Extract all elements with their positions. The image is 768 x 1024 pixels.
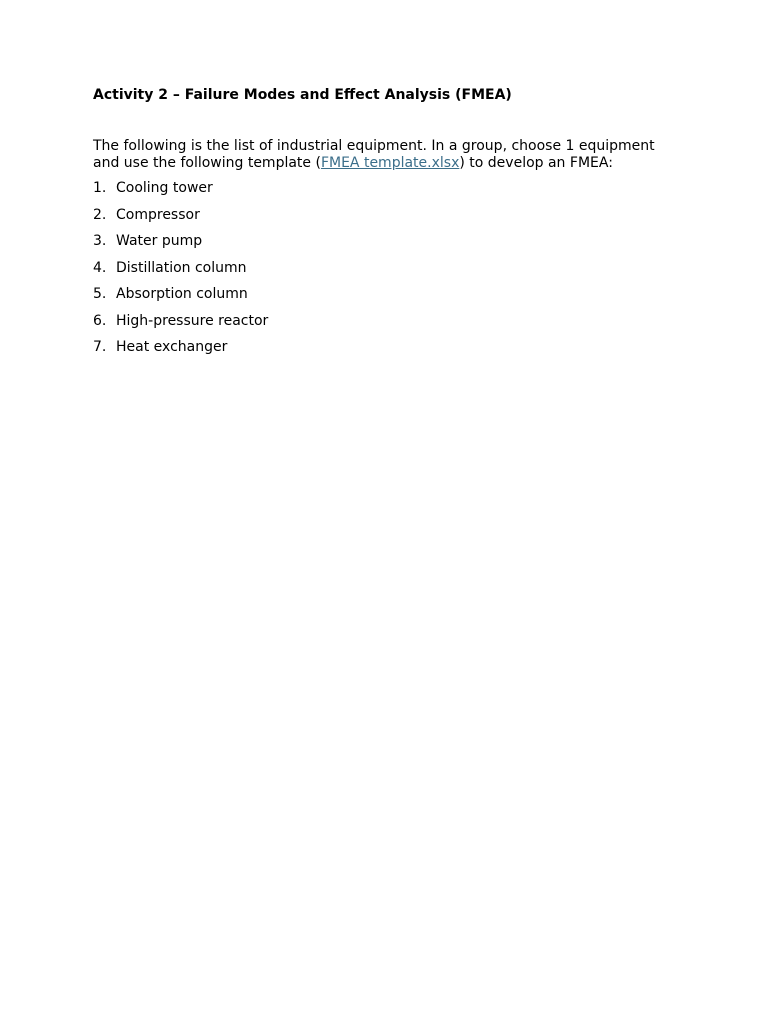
list-item-label: Distillation column bbox=[116, 259, 247, 276]
list-item bbox=[93, 232, 683, 259]
list-item-number: 6. bbox=[93, 312, 107, 329]
intro-paragraph bbox=[93, 138, 683, 172]
list-item-label: Compressor bbox=[116, 206, 200, 223]
list-item-label: High-pressure reactor bbox=[116, 312, 269, 329]
list-item bbox=[93, 179, 683, 206]
list-item-number: 5. bbox=[93, 286, 107, 302]
list-item-number: 3. bbox=[93, 233, 107, 249]
list-item-label: Heat exchanger bbox=[116, 339, 228, 355]
list-item bbox=[93, 259, 683, 286]
list-item bbox=[93, 312, 683, 339]
list-item-number: 2. bbox=[93, 206, 107, 223]
list-item-label: Water pump bbox=[116, 233, 203, 249]
list-item-number: 1. bbox=[93, 180, 107, 196]
list-item-label: Cooling tower bbox=[116, 180, 213, 196]
fmea-template-link[interactable]: FMEA template.xlsx bbox=[320, 155, 460, 171]
intro-text-after-link: ) to develop an FMEA: bbox=[459, 155, 613, 171]
list-item-label: Absorption column bbox=[116, 286, 248, 302]
document-page bbox=[93, 86, 683, 365]
list-item-number: 4. bbox=[93, 259, 107, 276]
list-item-number: 7. bbox=[93, 339, 107, 355]
activity-heading: Activity 2 – Failure Modes and Effect Analysis (FMEA) bbox=[93, 87, 512, 103]
list-item bbox=[93, 338, 683, 365]
intro-text-before-link: The following is the list of industrial equipment. In a group, choose 1 equipment and use the following template ( bbox=[93, 138, 655, 171]
equipment-list bbox=[93, 179, 683, 365]
list-item bbox=[93, 285, 683, 312]
list-item bbox=[93, 206, 683, 233]
